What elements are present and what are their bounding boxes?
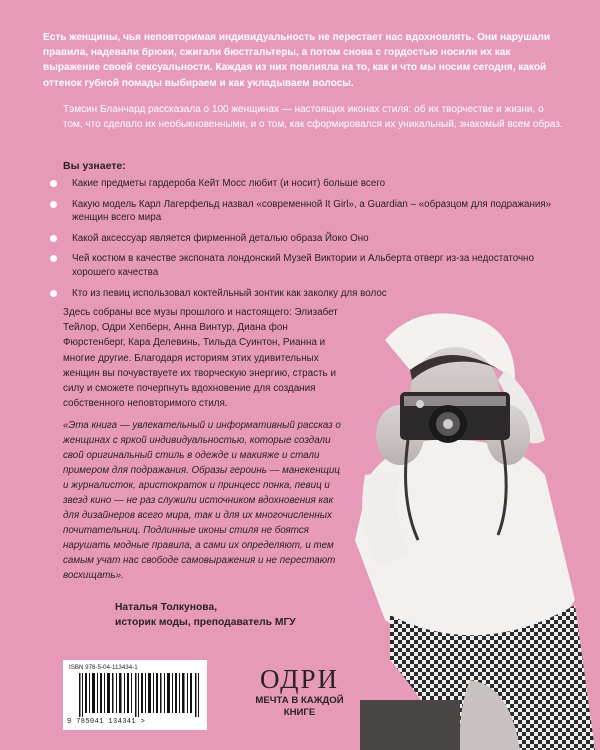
learn-heading: Вы узнаете: — [63, 160, 126, 172]
list-item — [48, 177, 558, 191]
barcode-bars — [79, 673, 201, 717]
bullet-icon — [50, 235, 57, 242]
review-quote: «Эта книга — увлекательный и информативный рассказ о женщинах с яркой индивидуальностью, которые создали свой оригинальный стиль в одежде и макияже и стали примером для подражания. Образы героинь — манекенщиц и журналисток, аристократок и принцесс понка, певиц и звезд кино — не раз служили источником вдохновения как для дизайнеров всего мира, так и для их многочисленных почитательниц. Подлинные иконы стиля не боятся нарушать модные правила, а сами их определяют, и тем самым учат нас свободе самовыражения и не перестают восхищать». — [63, 420, 341, 581]
list-item-text: Чей костюм в качестве экспоната лондонский Музей Виктории и Альберта отверг из-за недостаточно хорошего качества — [72, 253, 534, 278]
bullet-icon — [50, 201, 57, 208]
intro-bold-paragraph: Есть женщины, чья неповторимая индивидуальность не перестает нас вдохновлять. Они нарушали правила, надевали брюки, сжигали бюстгальтеры, а потом снова с гордостью носили их как выражение своей сексуальности. Каждая из них повлияла на то, как и что мы носим сегодня, какой оттенок губной помады выбираем и как укладываем волосы. — [43, 32, 551, 89]
barcode-digits: 9 785041 134341 > — [67, 718, 146, 726]
list-item — [48, 287, 558, 301]
list-item-text: Кто из певиц использовал коктейльный зонтик как заколку для волос — [72, 287, 387, 299]
barcode — [63, 660, 207, 730]
brand-name: ОДРИ — [259, 664, 340, 694]
bullet-icon — [50, 180, 57, 187]
list-item-text: Какой аксессуар является фирменной деталью образа Йоко Оно — [72, 232, 369, 244]
woman-with-camera-photo — [330, 300, 600, 750]
isbn-label: ISBN 978-5-04-113434-1 — [69, 664, 138, 671]
muses-paragraph: Здесь собраны все музы прошлого и настоящего: Элизабет Тейлор, Одри Хепберн, Анна Винтур, Диана фон Фюрстенберг, Кара Делевинь, Тильда Суинтон, Рианна и многие другие. Благодаря историям этих удивительных женщин вы почувствуете их творческую энергию, страсть и силу и сможете почерпнуть вдохновение для создания собственного неповторимого стиля. — [63, 307, 338, 410]
author-name: Наталья Толкунова, — [115, 602, 218, 613]
intro-paragraph: Тэмсин Бланчард рассказала о 100 женщинах — настоящих иконах стиля: об их творчестве и жизни, о том, что сделало их необыкновенными, и о том, как сформировался их уникальный, знакомый всем образ. — [63, 104, 563, 131]
learn-list — [48, 177, 558, 307]
author-role: историк моды, преподаватель МГУ — [115, 617, 296, 628]
list-item-text: Какие предметы гардероба Кейт Мосс любит (и носит) больше всего — [72, 178, 386, 189]
list-item-text: Какую модель Карл Лагерфельд назвал «современной It Girl», а Guardian – «образцом для подражания» женщин всего мира — [72, 198, 552, 224]
brand-tagline-line1: МЕЧТА В КАЖДОЙ — [255, 695, 344, 706]
bullet-icon — [50, 255, 57, 262]
bullet-icon — [50, 290, 57, 297]
series-logo — [247, 664, 352, 718]
list-item — [48, 198, 558, 225]
list-item — [48, 252, 558, 279]
quote-author — [115, 600, 355, 630]
list-item — [48, 232, 558, 246]
brand-tagline-line2: КНИГЕ — [283, 706, 316, 718]
